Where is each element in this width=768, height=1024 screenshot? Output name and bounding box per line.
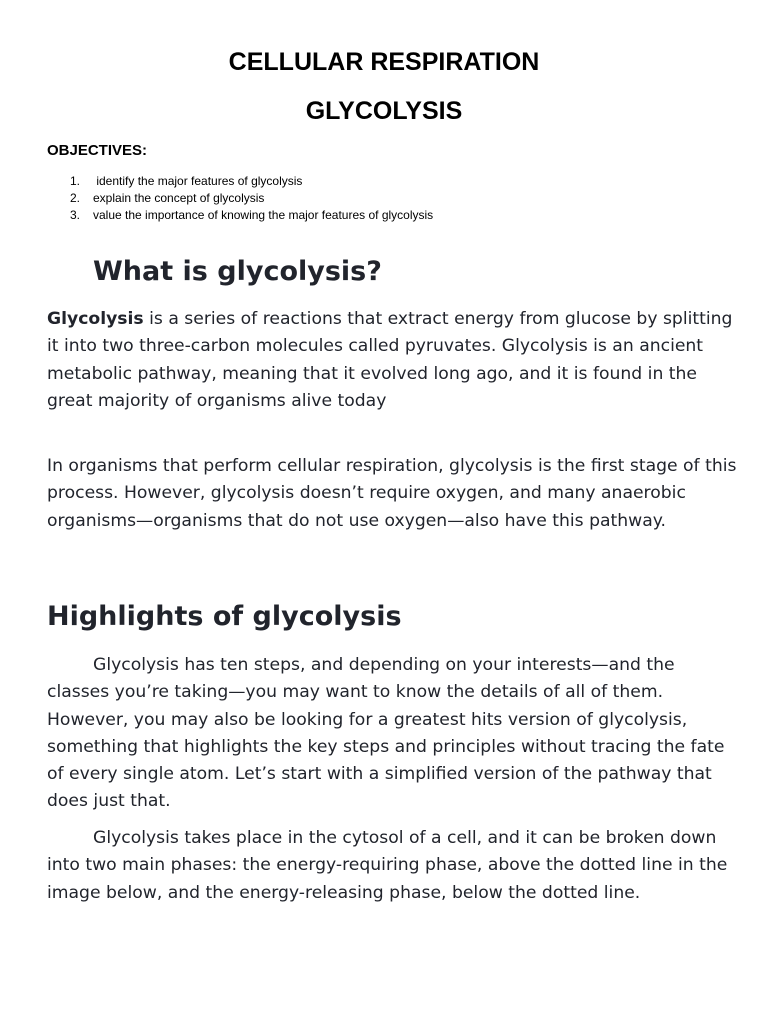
document-title: CELLULAR RESPIRATION: [228, 48, 540, 76]
section-heading-what-is-glycolysis: What is glycolysis?: [93, 256, 382, 287]
objective-number: 1.: [70, 174, 81, 188]
paragraph-cellular-respiration: In organisms that perform cellular respiration, glycolysis is the first stage of this process. However, glycolysis doesn’t require oxygen, and many anaerobic organisms—organisms that do not use oxygen—also have this pathway.: [47, 456, 737, 531]
term-glycolysis: Glycolysis: [47, 309, 144, 329]
definition-text: is a series of reactions that extract energy from glucose by splitting it into two three-carbon molecules called pyruvates. Glycolysis is an ancient metabolic pathway, meaning that it evolved long ago, and it is found in the great majority of organisms alive today: [47, 309, 733, 411]
objective-item: [47, 190, 433, 207]
paragraph-ten-steps: [47, 652, 737, 816]
objective-text: value the importance of knowing the major features of glycolysis: [93, 208, 434, 222]
objective-number: 3.: [70, 208, 81, 222]
objective-item: [47, 173, 433, 190]
paragraph-two-phases: [47, 825, 737, 907]
objective-number: 2.: [70, 191, 81, 205]
document-subtitle: GLYCOLYSIS: [305, 97, 463, 125]
section-heading-highlights: Highlights of glycolysis: [47, 601, 402, 632]
objective-text: identify the major features of glycolysis: [93, 174, 303, 188]
objective-text: explain the concept of glycolysis: [93, 191, 265, 205]
objectives-heading: OBJECTIVES:: [47, 142, 148, 159]
paragraph-definition: [47, 306, 737, 415]
objectives-list: [47, 173, 433, 224]
paragraph-text: Glycolysis has ten steps, and depending on your interests—and the classes you’re taking—you may want to know the details of all of them. However, you may also be looking for a greatest hits version of glycolysis, something that highlights the key steps and principles without tracing the fate of every single atom. Let’s start with a simplified version of the pathway that does just that.: [47, 655, 725, 812]
objective-item: [47, 207, 433, 224]
paragraph-text: Glycolysis takes place in the cytosol of a cell, and it can be broken down into two main phases: the energy-requiring phase, above the dotted line in the image below, and the energy-releasing phase, below the dotted line.: [47, 828, 728, 903]
